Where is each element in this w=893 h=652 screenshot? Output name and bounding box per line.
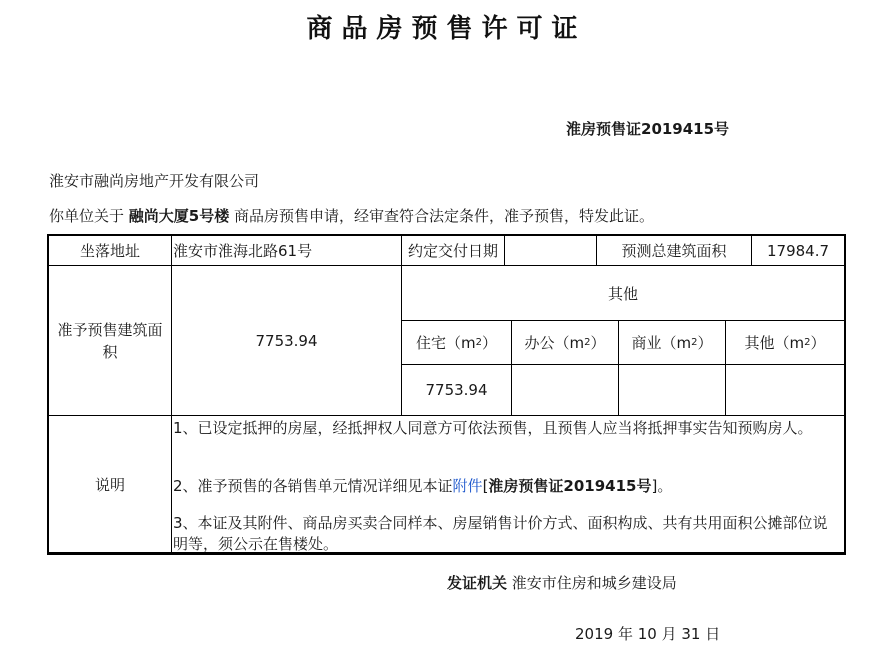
- office-header: 办公（m 2 ）: [524, 334, 606, 352]
- page-title: 商品房预售许可证: [306, 14, 587, 44]
- remarks-label: 说明: [94, 476, 125, 494]
- location-label: 坐落地址: [79, 242, 140, 260]
- total-area-value: 17984.7: [766, 241, 830, 260]
- other-area-value: [726, 365, 844, 415]
- permitted-area-value: 7753.94: [255, 331, 318, 350]
- residential-header: 住宅（m 2 ）: [415, 334, 497, 352]
- office-value: [512, 365, 618, 415]
- issuing-authority: [447, 572, 677, 593]
- permit-table: [47, 234, 846, 555]
- notice-text: [49, 205, 654, 226]
- residential-value: 7753.94: [425, 381, 488, 399]
- delivery-date-value: [505, 236, 596, 265]
- notice-building: 融尚大厦5号楼: [128, 207, 230, 225]
- notice-prefix: 你单位关于: [49, 207, 125, 225]
- issue-date: 2019 年 10 月 31 日: [575, 625, 721, 643]
- other-area-header: 其他（m 2 ）: [744, 334, 826, 352]
- issuer-label: 发证机关: [447, 574, 508, 592]
- remark-item-1: 1、已设定抵押的房屋，经抵押权人同意方可依法预售，且预售人应当将抵押事实告知预购房人。: [173, 419, 813, 437]
- company-name: 淮安市融尚房地产开发有限公司: [49, 172, 260, 190]
- remark-cert-number: 淮房预售证2019415号: [488, 477, 652, 495]
- commercial-value: [619, 365, 725, 415]
- total-area-label: 预测总建筑面积: [621, 242, 727, 260]
- attachment-link[interactable]: 附件: [452, 477, 483, 495]
- permitted-area-label: 准予预售建筑面积: [57, 320, 163, 361]
- issuer-name: 淮安市住房和城乡建设局: [511, 574, 677, 592]
- remark-item-2: 2、准予预售的各销售单元情况详细见本证附件[淮房预售证2019415号]。: [173, 477, 673, 495]
- delivery-date-label: 约定交付日期: [407, 242, 498, 260]
- other-header: 其他: [607, 284, 638, 303]
- commercial-header: 商业（m 2 ）: [631, 334, 713, 352]
- notice-suffix: 商品房预售申请，经审查符合法定条件，准予预售，特发此证。: [234, 207, 655, 225]
- location-value: 淮安市淮海北路61号: [173, 242, 313, 260]
- remark-item-3: 3、本证及其附件、商品房买卖合同样本、房屋销售计价方式、面积构成、共有共用面积公摊部位说明等，须公示在售楼处。: [173, 514, 828, 553]
- certificate-number: 淮房预售证2019415号: [566, 120, 730, 138]
